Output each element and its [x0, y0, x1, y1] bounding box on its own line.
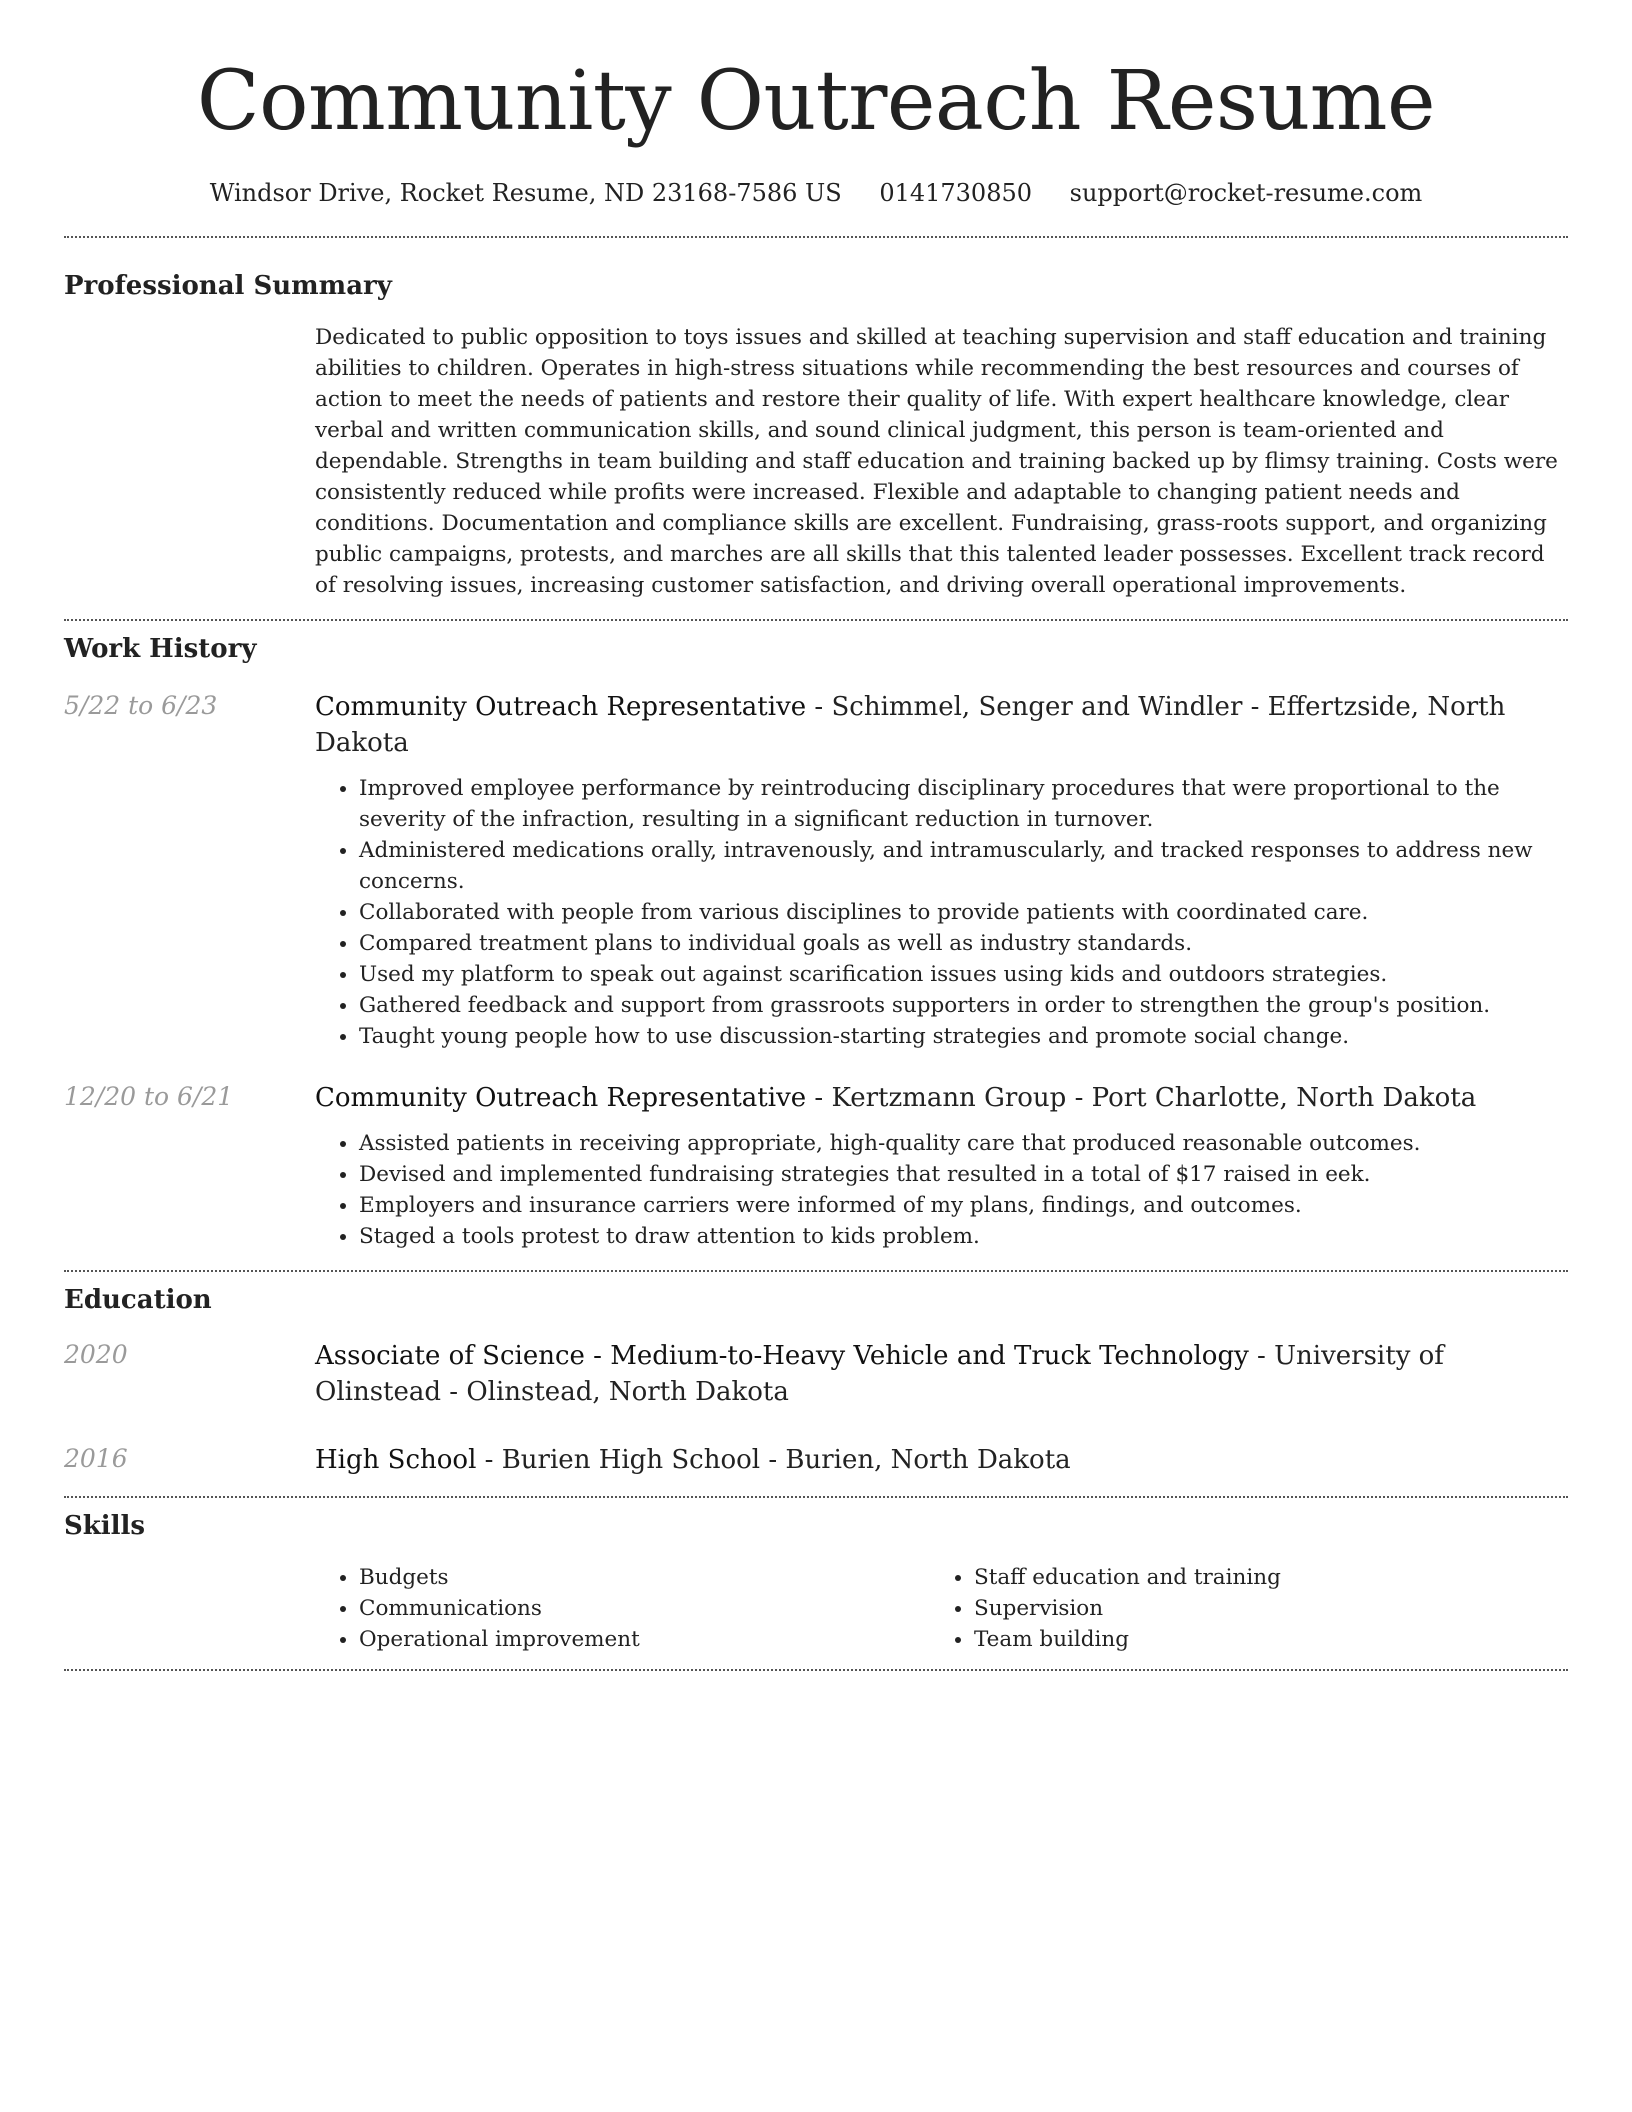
- divider: [64, 1270, 1568, 1272]
- job-dates: 12/20 to 6/21: [64, 1082, 234, 1111]
- education-degree: High School: [315, 1445, 477, 1475]
- education-year: 2016: [64, 1444, 128, 1473]
- skill-item: • Operational improvement: [359, 1624, 930, 1655]
- job-role: Community Outreach Representative: [315, 692, 807, 722]
- list-item: • Assisted patients in receiving appropriate, high-quality care that produced reasonable outcomes.: [359, 1128, 1568, 1159]
- contact-email: support@rocket-resume.com: [1069, 179, 1423, 207]
- job-role: Community Outreach Representative: [315, 1083, 807, 1113]
- education-entry: [64, 1442, 1568, 1478]
- list-item: • Improved employee performance by reintroducing disciplinary procedures that were proportional to the severity of the infraction, resulting in a significant reduction in turnover.: [359, 773, 1568, 835]
- list-item: • Collaborated with people from various disciplines to provide patients with coordinated care.: [359, 897, 1568, 928]
- section-title-summary: Professional Summary: [64, 271, 392, 301]
- skill-item: • Staff education and training: [974, 1562, 1545, 1593]
- job-entry: [64, 1080, 1568, 1252]
- section-title-work: Work History: [64, 634, 257, 664]
- education-heading: [315, 1442, 1568, 1478]
- resume-title: Community Outreach Resume: [196, 54, 1436, 149]
- divider: [64, 1669, 1568, 1671]
- list-item: • Devised and implemented fundraising strategies that resulted in a total of $17 raised in eek.: [359, 1159, 1568, 1190]
- skill-item: • Budgets: [359, 1562, 930, 1593]
- job-entry: [64, 689, 1568, 1052]
- summary-row: [64, 322, 1568, 601]
- job-employer: - Schimmel, Senger and Windler - Effertzside, North Dakota: [315, 692, 1506, 758]
- skill-item: • Team building: [974, 1624, 1545, 1655]
- skills-list-left: [315, 1562, 930, 1655]
- section-title-skills: Skills: [64, 1511, 146, 1541]
- list-item: • Employers and insurance carriers were informed of my plans, findings, and outcomes.: [359, 1190, 1568, 1221]
- contact-address: Windsor Drive, Rocket Resume, ND 23168-7586 US: [209, 179, 842, 207]
- education-school: - Burien High School - Burien, North Dakota: [476, 1445, 1071, 1475]
- contact-phone: 0141730850: [879, 179, 1033, 207]
- skills-list-right: [930, 1562, 1545, 1655]
- skill-item: • Communications: [359, 1593, 930, 1624]
- divider: [64, 236, 1568, 238]
- education-year: 2020: [64, 1340, 128, 1369]
- job-heading: [315, 689, 1568, 761]
- job-bullets: [315, 1128, 1568, 1252]
- job-dates: 5/22 to 6/23: [64, 691, 218, 720]
- list-item: • Used my platform to speak out against scarification issues using kids and outdoors strategies.: [359, 959, 1568, 990]
- education-entry: [64, 1338, 1568, 1410]
- section-title-education: Education: [64, 1285, 212, 1315]
- divider: [64, 1496, 1568, 1498]
- education-school: - University of Olinstead - Olinstead, North Dakota: [315, 1341, 1444, 1407]
- list-item: • Taught young people how to use discussion-starting strategies and promote social change.: [359, 1021, 1568, 1052]
- skills-row: [64, 1562, 1568, 1655]
- education-heading: [315, 1338, 1568, 1410]
- summary-text: Dedicated to public opposition to toys issues and skilled at teaching supervision and staff education and training abilities to children. Operates in high-stress situations while recommending the best resources and courses of action to meet the needs of patients and restore their quality of life. With expert healthcare knowledge, clear verbal and written communication skills, and sound clinical judgment, this person is team-oriented and dependable. Strengths in team building and staff education and training backed up by flimsy training. Costs were consistently reduced while profits were increased. Flexible and adaptable to changing patient needs and conditions. Documentation and compliance skills are excellent. Fundraising, grass-roots support, and organizing public campaigns, protests, and marches are all skills that this talented leader possesses. Excellent track record of resolving issues, increasing customer satisfaction, and driving overall operational improvements.: [315, 325, 1558, 598]
- contact-line: [64, 178, 1568, 208]
- list-item: • Gathered feedback and support from grassroots supporters in order to strengthen the group's position.: [359, 990, 1568, 1021]
- job-employer: - Kertzmann Group - Port Charlotte, North Dakota: [806, 1083, 1477, 1113]
- job-bullets: [315, 773, 1568, 1052]
- summary-spacer: [64, 322, 315, 601]
- divider: [64, 619, 1568, 621]
- education-degree: Associate of Science - Medium-to-Heavy Vehicle and Truck Technology: [315, 1341, 1249, 1371]
- skill-item: • Supervision: [974, 1593, 1545, 1624]
- job-heading: [315, 1080, 1568, 1116]
- skills-spacer: [64, 1562, 315, 1655]
- list-item: • Compared treatment plans to individual goals as well as industry standards.: [359, 928, 1568, 959]
- list-item: • Staged a tools protest to draw attention to kids problem.: [359, 1221, 1568, 1252]
- resume-page: [64, 0, 1568, 1671]
- list-item: • Administered medications orally, intravenously, and intramuscularly, and tracked responses to address new concerns.: [359, 835, 1568, 897]
